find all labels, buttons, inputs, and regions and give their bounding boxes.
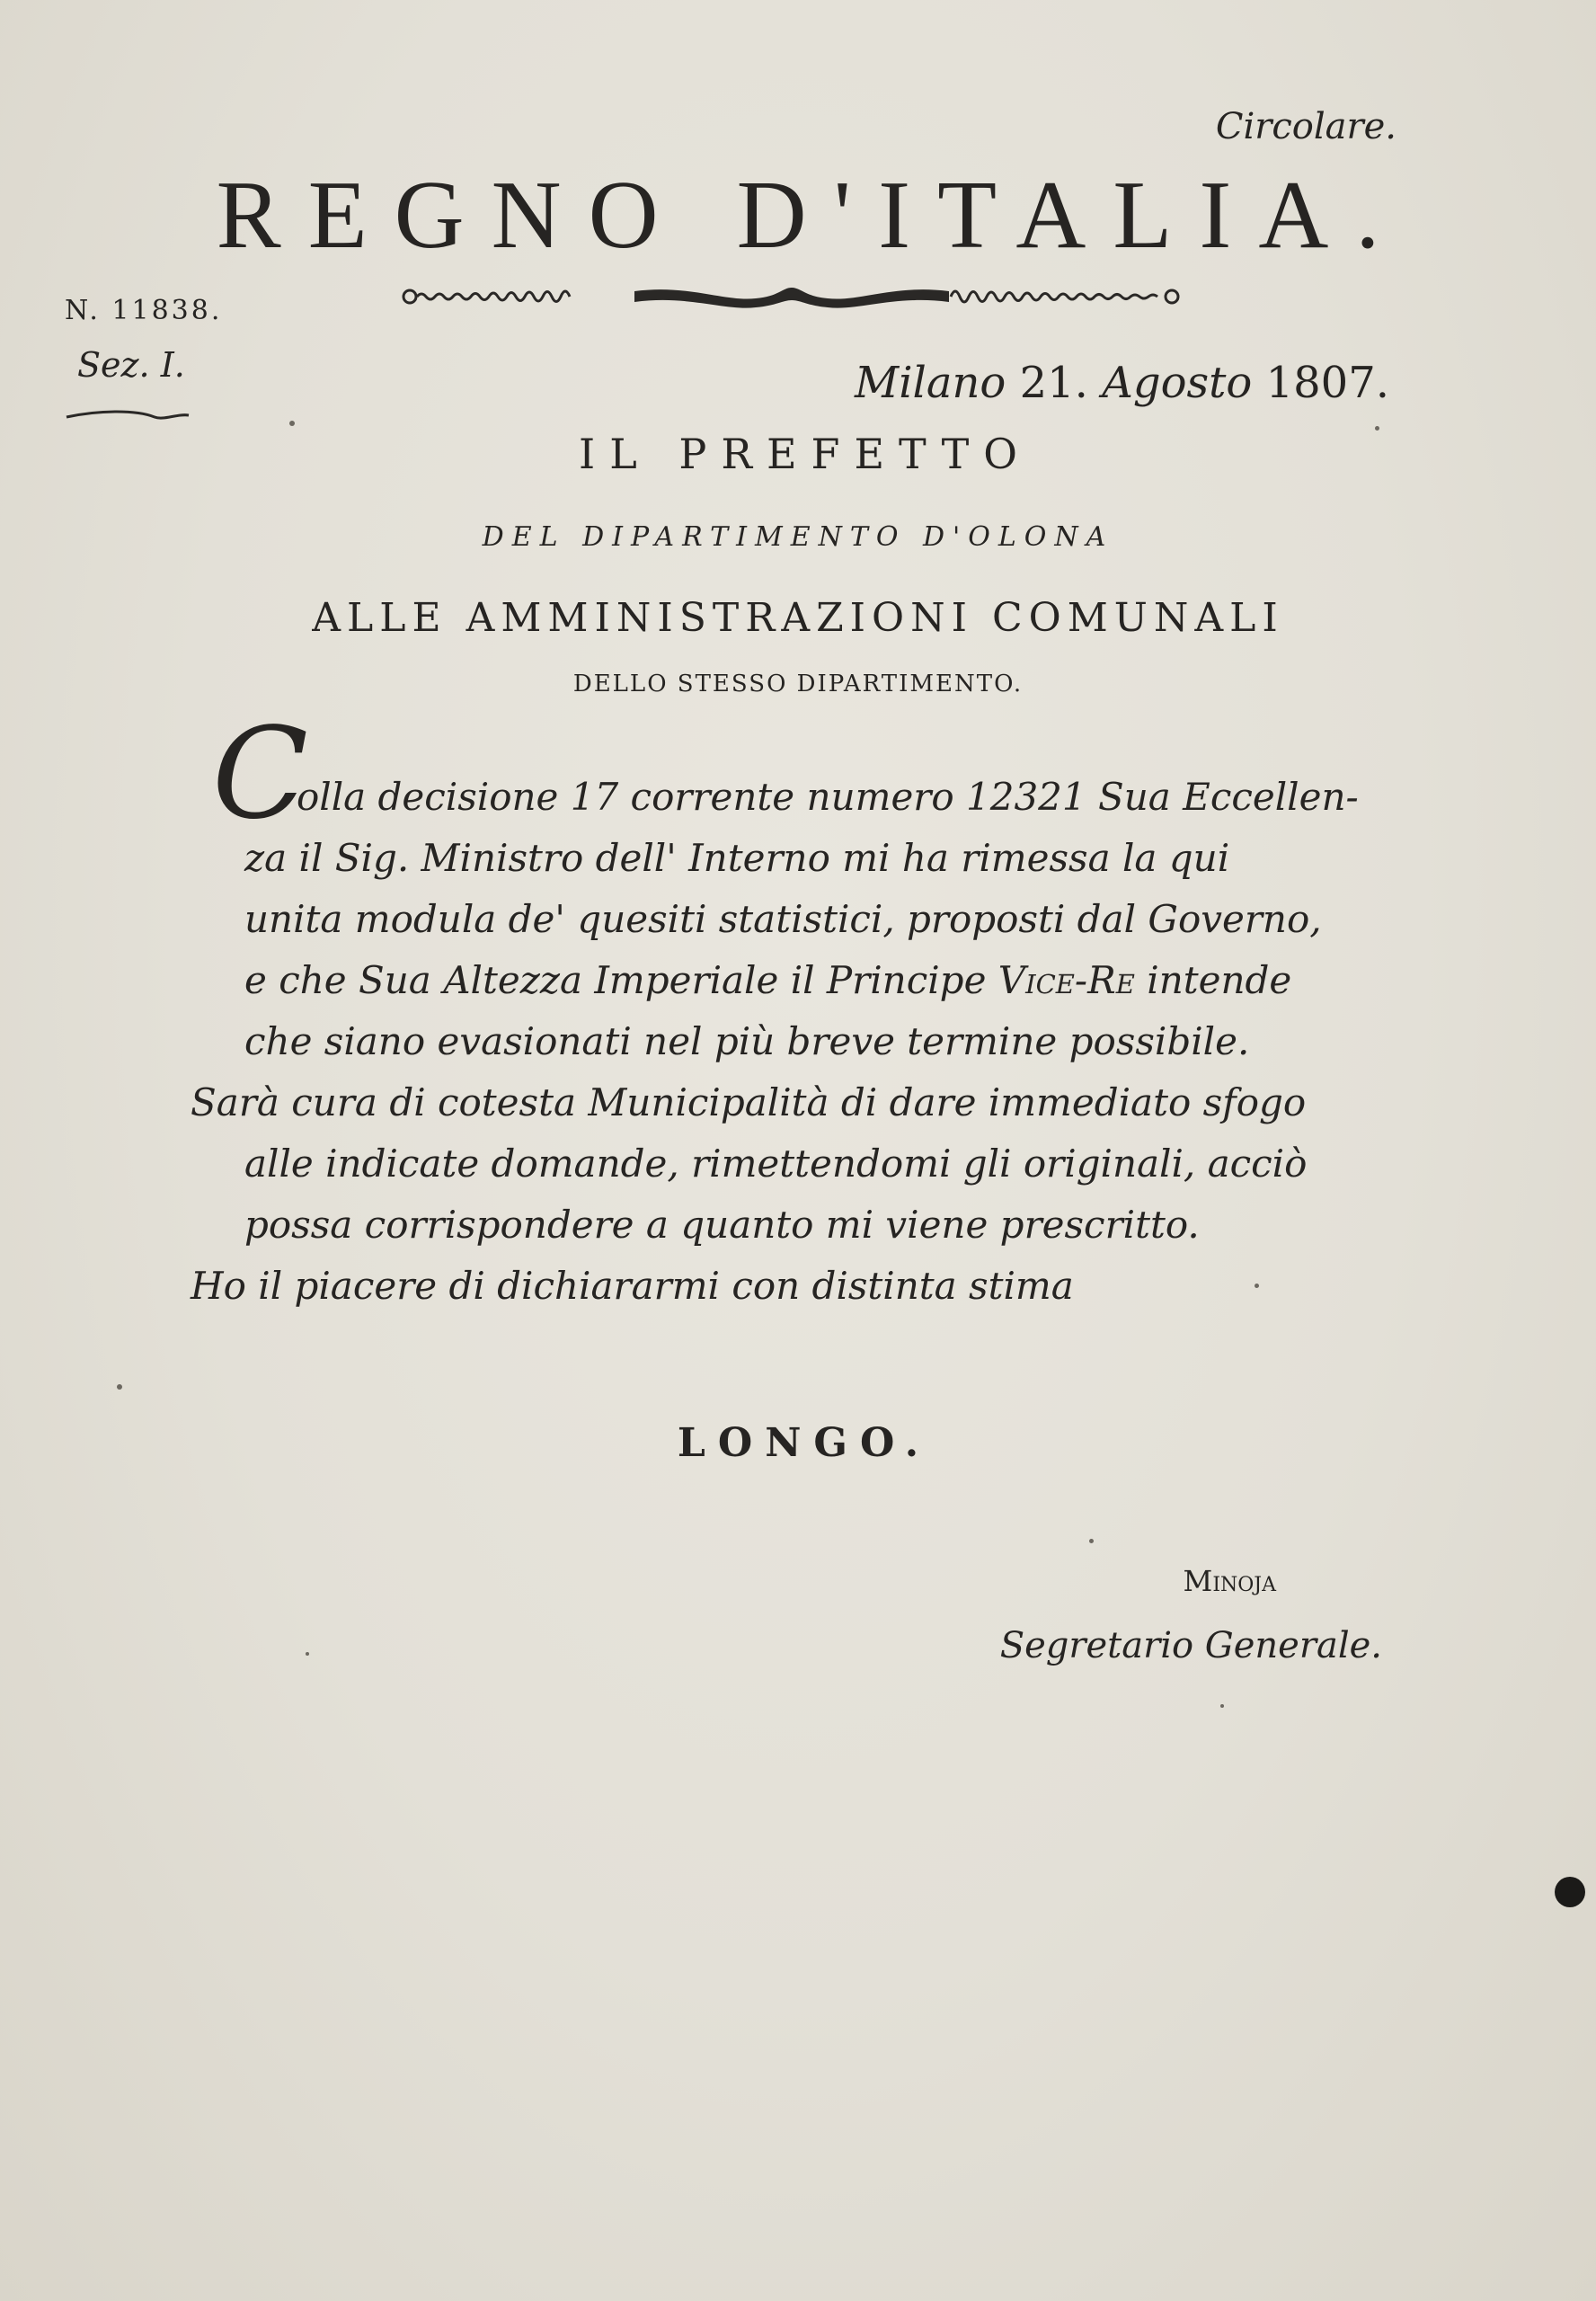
secretary-title: Segretario Generale. [999,1625,1382,1666]
body-line-3: unita modula de' quesiti statistici, proposti dal Governo, [244,897,1322,941]
section-rule [65,406,191,424]
punch-hole [1555,1877,1585,1907]
body-line-4-a: e che Sua Altezza Imperiale il Principe [244,958,998,1002]
circular-label: Circolare. [1215,106,1396,147]
addressee-line: ALLE AMMINISTRAZIONI COMUNALI [312,595,1284,641]
body-line-2: za il Sig. Ministro dell' Interno mi ha rimessa la qui [244,836,1230,880]
drop-cap: C [212,701,309,848]
paper-speck [289,421,295,426]
dateline-month: Agosto [1102,358,1253,408]
body-line-7: alle indicate domande, rimettendomi gli originali, acciò [244,1142,1308,1186]
paper-speck [1375,426,1379,431]
paper-speck [306,1652,309,1656]
body-line-5: che siano evasionati nel più breve termine possibile. [244,1019,1250,1063]
vice-re-text: Vice-Re [998,958,1135,1002]
dateline [855,358,1389,408]
dateline-day: 21. [1019,358,1088,408]
body-line-6: Sarà cura di cotesta Municipalità di dare immediato sfogo [191,1080,1307,1124]
body-line-9: Ho il piacere di dichiararmi con distinta stima [191,1264,1074,1308]
body-line-4 [244,958,1291,1002]
paper-speck [117,1384,122,1390]
page-title: REGNO D'ITALIA. [216,162,1407,269]
addressee-subline: DELLO STESSO DIPARTIMENTO. [572,671,1024,697]
body-line-8: possa corrispondere a quanto mi viene prescritto. [244,1203,1200,1247]
dateline-place: Milano [855,358,1006,408]
paper-speck [1089,1539,1094,1543]
prefect-signature: LONGO. [677,1420,932,1466]
section-label: Sez. I. [77,345,185,385]
dateline-year: 1807. [1265,358,1389,408]
department-line: DEL DIPARTIMENTO D'OLONA [482,521,1114,553]
body-line-1: olla decisione 17 corrente numero 12321 Sua Eccellen- [297,775,1359,819]
title-ornament [401,279,1183,315]
official-title: IL PREFETTO [579,430,1032,478]
paper-speck [1255,1284,1259,1288]
secretary-name: Minoja [1183,1564,1276,1598]
document-number: N. 11838. [65,295,223,326]
paper-speck [1220,1704,1224,1708]
body-line-4-b: intende [1134,958,1292,1002]
